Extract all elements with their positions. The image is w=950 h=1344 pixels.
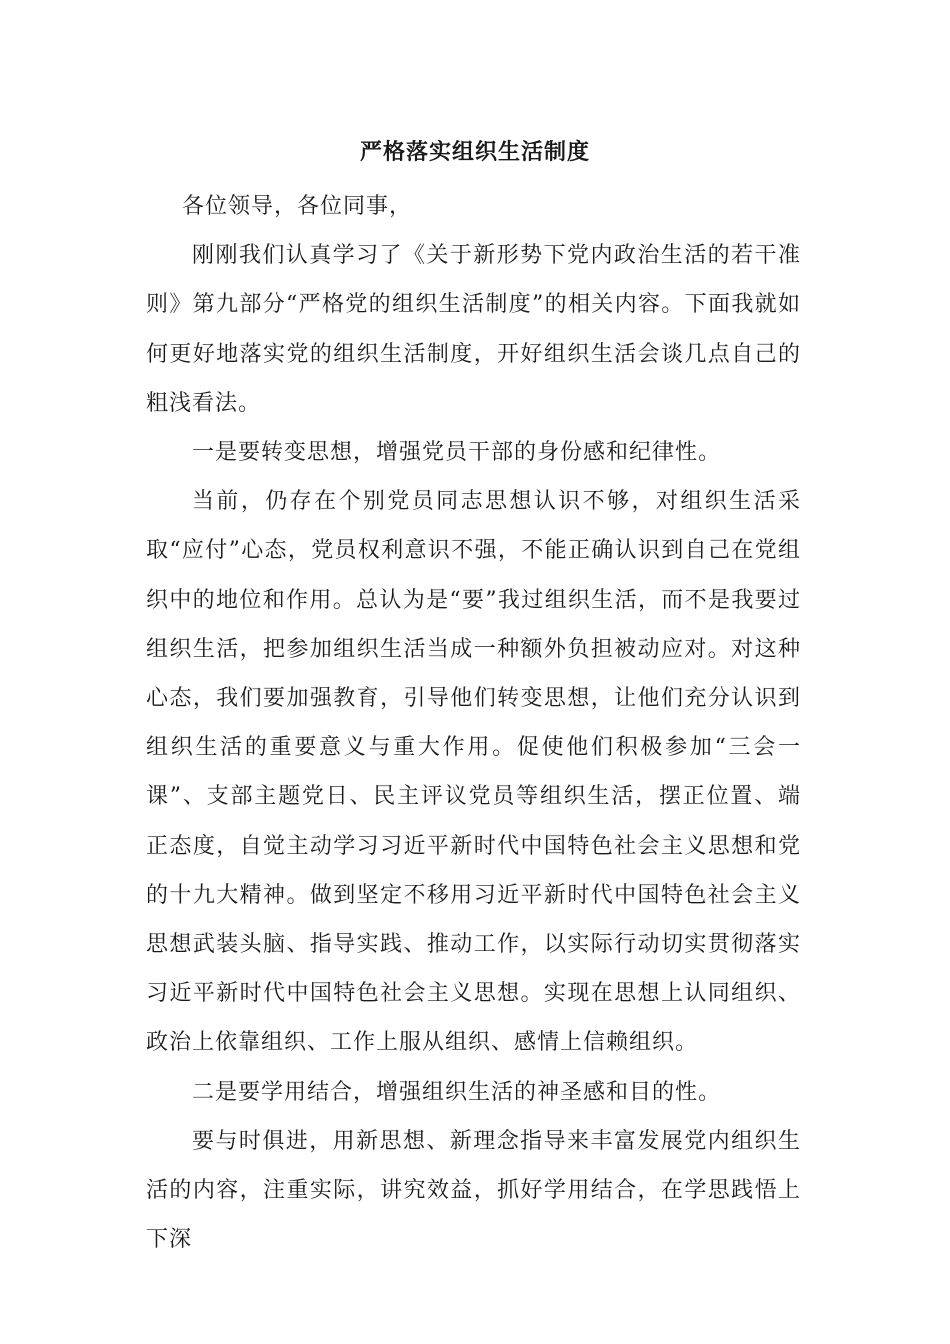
section-heading-two: 二是要学用结合，增强组织生活的神圣感和目的性。 — [192, 1079, 722, 1105]
section-heading-one: 一是要转变思想，增强党员干部的身份感和纪律性。 — [192, 440, 722, 466]
document-body — [146, 182, 801, 1264]
document-title: 严格落实组织生活制度 — [359, 139, 590, 165]
salutation-paragraph: 各位领导，各位同事， — [182, 194, 413, 219]
intro-paragraph: 刚刚我们认真学习了《关于新形势下党内政治生活的若干准则》第九部分“严格党的组织生活制度”的相关内容。下面我就如何更好地落实党的组织生活制度，开好组织生活会谈几点自己的粗浅看法。 — [146, 243, 801, 416]
section-two-paragraph: 要与时俱进，用新思想、新理念指导来丰富发展党内组织生活的内容，注重实际，讲究效益，抓好学用结合，在学思践悟上下深 — [146, 1128, 801, 1253]
section-one-paragraph: 当前，仍存在个别党员同志思想认识不够，对组织生活采取“应付”心态，党员权利意识不强，不能正确认识到自己在党组织中的地位和作用。总认为是“要”我过组织生活，而不是我要过组织生活，把参加组织生活当成一种额外负担被动应对。对这种心态，我们要加强教育，引导他们转变思想，让他们充分认识到组织生活的重要意义与重大作用。促使他们积极参加“三会一课”、支部主题党日、民主评议党员等组织生活，摆正位置、端正态度，自觉主动学习习近平新时代中国特色社会主义思想和党的十九大精神。做到坚定不移用习近平新时代中国特色社会主义思想武装头脑、指导实践、推动工作，以实际行动切实贯彻落实习近平新时代中国特色社会主义思想。实现在思想上认同组织、政治上依靠组织、工作上服从组织、感情上信赖组织。 — [146, 489, 801, 1056]
